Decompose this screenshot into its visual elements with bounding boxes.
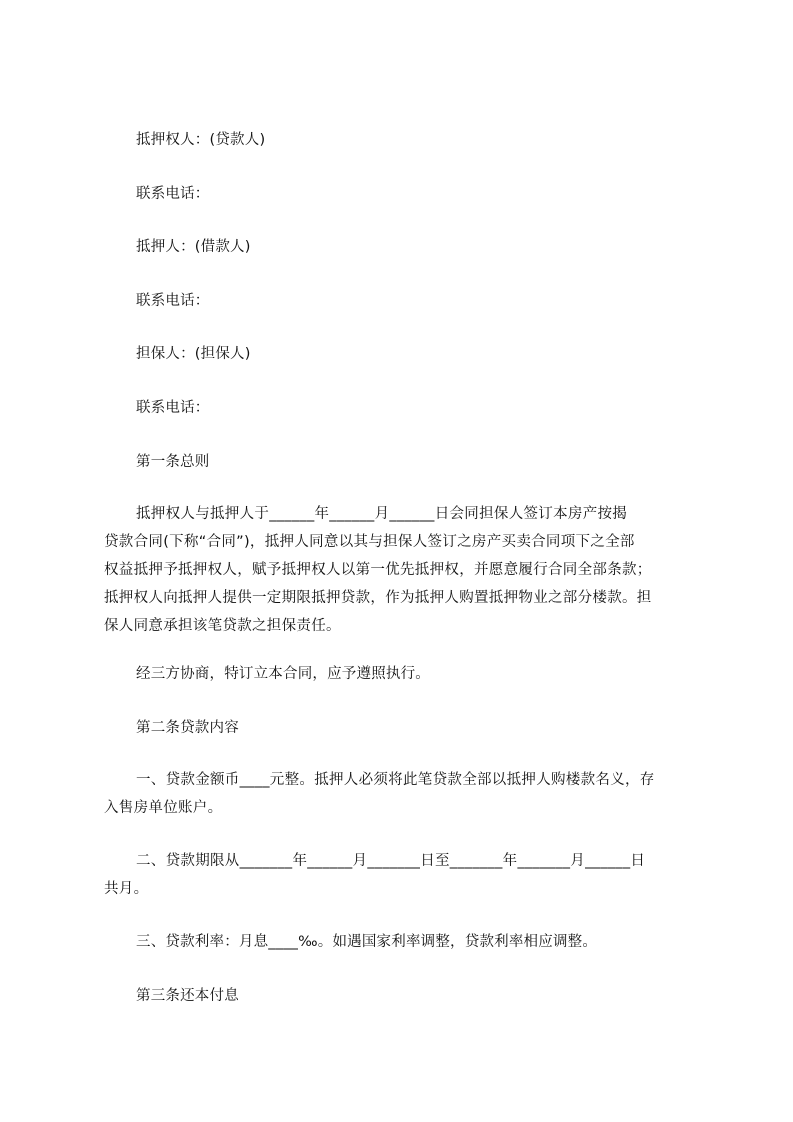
- mortgagee-phone-label: 联系电话：: [136, 186, 210, 202]
- paragraph-line: 贷款合同(下称“合同”)，抵押人同意以其与担保人签订之房产买卖合同项下之全部: [104, 534, 635, 550]
- paragraph-line: 抵押权人向抵押人提供一定期限抵押贷款，作为抵押人购置抵押物业之部分楼款。担: [104, 590, 652, 606]
- paragraph-line: 一、贷款金额币____元整。抵押人必须将此笔贷款全部以抵押人购楼款名义，存: [136, 772, 655, 788]
- paragraph-line: 入售房单位账户。: [104, 800, 223, 816]
- paragraph-line: 保人同意承担该笔贷款之担保责任。: [104, 618, 341, 634]
- paragraph-line: 二、贷款期限从_______年______月_______日至_______年_______月______日: [136, 853, 646, 869]
- article-2-heading: 第二条贷款内容: [136, 720, 239, 736]
- article-3-heading: 第三条还本付息: [136, 988, 239, 1004]
- loan-amount-paragraph: [104, 766, 704, 822]
- guarantor-phone-label: 联系电话：: [136, 400, 210, 416]
- guarantor-label: 担保人：(担保人): [136, 346, 251, 362]
- paragraph-line: 抵押权人与抵押人于______年______月______日会同担保人签订本房产按揭: [136, 506, 628, 522]
- article-1-heading: 第一条总则: [136, 454, 210, 470]
- paragraph-line: 权益抵押予抵押权人，赋予抵押权人以第一优先抵押权，并愿意履行合同全部条款；: [104, 562, 652, 578]
- paragraph-line: 共月。: [104, 881, 149, 897]
- loan-term-paragraph: [104, 847, 704, 903]
- mortgagee-label: 抵押权人：(贷款人): [136, 132, 266, 148]
- mortgagor-label: 抵押人：(借款人): [136, 239, 251, 255]
- interest-rate-line: 三、贷款利率：月息____‰。如遇国家利率调整，贷款利率相应调整。: [136, 934, 598, 950]
- mortgagor-phone-label: 联系电话：: [136, 293, 210, 309]
- article-1-paragraph: [104, 500, 704, 640]
- negotiation-statement: 经三方协商，特订立本合同，应予遵照执行。: [136, 666, 430, 682]
